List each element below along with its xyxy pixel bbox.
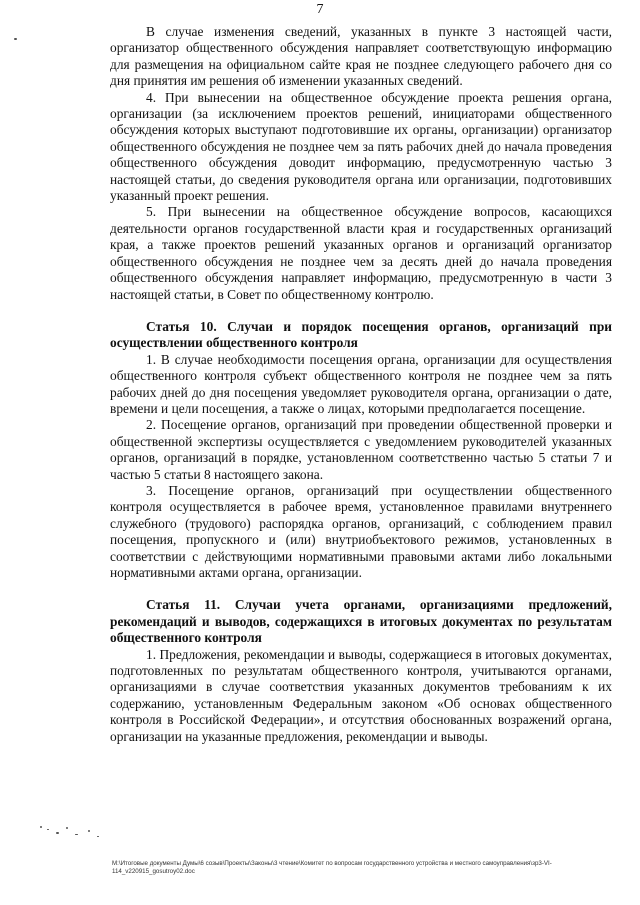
section-gap <box>110 581 612 597</box>
paragraph: В случае изменения сведений, указанных в пункте 3 настоящей части, организатор общественного обсуждения направляет соответствующую информацию для размещения на официальном сайте края не позднее следующего рабочего дня со дня принятия им решения об изменении указанных сведений. <box>110 24 612 89</box>
scan-artifact-mark <box>88 830 90 832</box>
section-gap <box>110 303 612 319</box>
scan-artifact-mark <box>75 834 78 835</box>
scan-artifact-mark <box>66 827 68 829</box>
scan-artifact-mark <box>40 826 42 828</box>
paragraph: 1. Предложения, рекомендации и выводы, содержащиеся в итоговых документах, подготовленных по результатам общественного контроля, учитываются органами, организациями в случае соответствия указанных документов требованиям к их содержанию, установленным Федеральным законом «Об основах общественного контроля в Российской Федерации», и отсутствия обоснованных возражений органа, организации на указанные предложения, рекомендации и выводы. <box>110 646 612 744</box>
document-body <box>110 24 612 745</box>
file-path-footer: M:\Итоговые документы Думы\6 созыв\Проекты\Законы\3 чтение\Комитет по вопросам государственного устройства и местного самоуправления\зр3-VI-114_v220915_gosutroy02.doc <box>112 860 552 875</box>
paragraph: 1. В случае необходимости посещения органа, организации для осуществления общественного контроля субъект общественного контроля не позднее чем за пять рабочих дней до дня посещения уведомляет руководителя органа, организации о дате, времени и цели посещения, а также о лицах, которыми предполагается посещение. <box>110 351 612 416</box>
scan-artifact-mark <box>14 38 17 40</box>
article-10-heading: Статья 10. Случаи и порядок посещения органов, организаций при осуществлении общественного контроля <box>110 318 612 351</box>
paragraph: 3. Посещение органов, организаций при осуществлении общественного контроля осуществляется в рабочее время, установленное правилами внутреннего служебного (трудового) распорядка органов, организаций, с соблюдением правил посещения, пропускного и (или) внутриобъектового режимов, установленных в соответствии с действующими нормативными правовыми актами либо локальными нормативными актами органа, организации. <box>110 482 612 580</box>
article-11-heading: Статья 11. Случаи учета органами, организациями предложений, рекомендаций и выводов, содержащихся в итоговых документах по результатам общественного контроля <box>110 597 612 646</box>
scan-artifact-mark <box>47 829 49 830</box>
page-number: 7 <box>316 2 324 17</box>
scan-artifact-mark <box>97 836 99 837</box>
paragraph: 2. Посещение органов, организаций при проведении общественной проверки и общественной экспертизы осуществляется с уведомлением руководителей указанных органов, организаций в порядке, установленном соответственно частью 5 статьи 7 и частью 5 статьи 8 настоящего закона. <box>110 417 612 482</box>
paragraph: 4. При вынесении на общественное обсуждение проекта решения органа, организации (за исключением проектов решений, инициаторами общественного обсуждения которых выступают подготовившие их органы, организации) организатор общественного обсуждения не позднее чем за пять рабочих дней до начала проведения общественного обсуждения доводит информацию, предусмотренную частью 3 настоящей статьи, до сведения руководителя органа или организации, подготовивших указанный проект решения. <box>110 89 612 204</box>
scan-artifact-mark <box>56 832 59 834</box>
paragraph: 5. При вынесении на общественное обсуждение вопросов, касающихся деятельности органов государственной власти края и государственных организаций края, а также проектов решений указанных органов и организаций организатор общественного обсуждения не позднее чем за десять дней до начала проведения общественного обсуждения направляет информацию, предусмотренную в части 3 настоящей статьи, в Совет по общественному контролю. <box>110 204 612 302</box>
